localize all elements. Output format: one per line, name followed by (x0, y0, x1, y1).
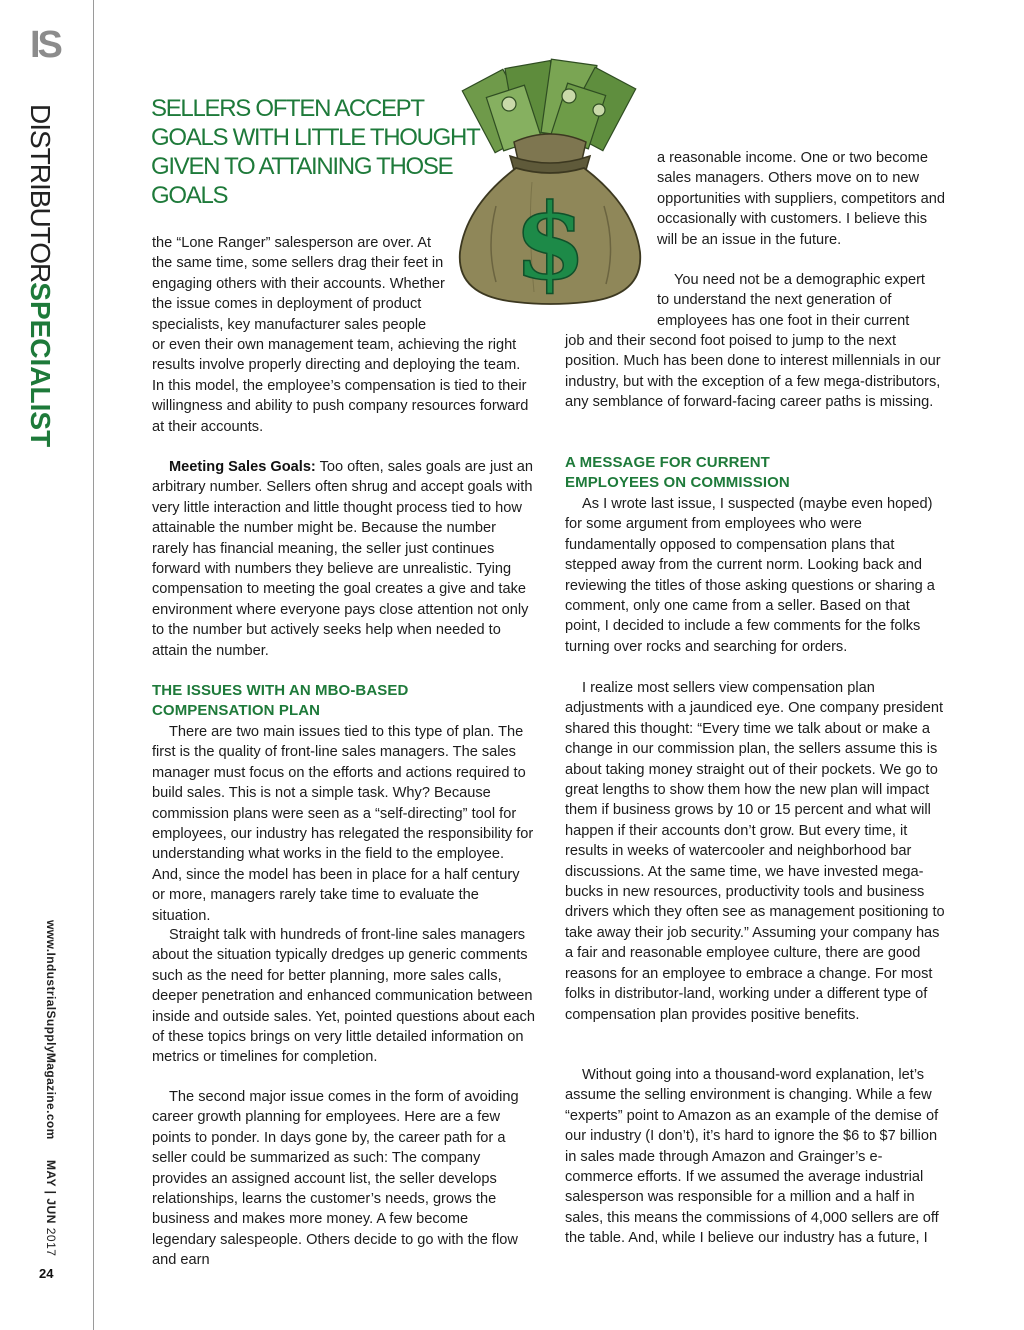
left-paragraph-1b: or even their own management team, achieving the right results involve properly directing and deploying the team. In this model, the employee’s compensation is tied to their willingness and ability to push company resources forward at their accounts. (152, 337, 529, 435)
left-paragraph-1a: the “Lone Ranger” salesperson are over. At the same time, some sellers drag their feet in engaging others with their accounts. Whether the issue comes in deployment of product specialists, key manufacturer sales people (152, 235, 445, 333)
issue-year: 2017 (44, 1227, 58, 1257)
right-paragraph-1: a reasonable income. One or two become sales managers. Others move on to new opportunities with suppliers, competitors and occasionally with customers. I believe this will be an issue in the future. (657, 150, 945, 248)
meeting-sales-goals-text: Too often, sales goals are just an arbitrary number. Sellers often shrug and accept goals with very little interaction and little thought process tied to how attainable the number might be. Because the number rarely has financial meaning, the seller just continues forward with numbers they believe are unrealistic. Tying compensation to meeting the goal creates a give and take environment where everyone pays close attention not only to the number but actively seeks help when needed to attain the number. (152, 459, 533, 659)
money-bag-icon (436, 56, 664, 308)
magazine-logo: IS (30, 24, 60, 66)
page-number: 24 (39, 1266, 54, 1281)
section-label (26, 104, 54, 447)
right-paragraph-5: Without going into a thousand-word explanation, let’s assume the selling environment is changing. While a few “experts” point to Amazon as an example of the demise of our industry (I don’t), it’s hard to ignore the $6 to $7 billion in sales made through Amazon and Grainger’s e-commerce efforts. If we assumed the average industrial salesperson was responsible for a million and a half in sales, this means the commissions of 4,000 sellers are off the table. And, while I believe our industry has a future, I (565, 1067, 939, 1247)
right-paragraph-3: As I wrote last issue, I suspected (maybe even hoped) for some argument from employees who were fundamentally opposed to compensation plans that stepped away from the current norm. Looking back and reviewing the titles of those asking questions or sharing a comment, only one came from a seller. Based on that point, I decided to include a few comments for the folks turning over rocks and searching for orders. (565, 496, 935, 655)
issue-date (44, 1160, 58, 1256)
left-paragraph-2 (152, 457, 536, 661)
meeting-sales-goals-lead: Meeting Sales Goals: (169, 459, 316, 475)
rail-divider (93, 0, 94, 1330)
pull-quote: SELLERS OFTEN ACCEPT GOALS WITH LITTLE THOUGHT GIVEN TO ATTAINING THOSE GOALS (151, 95, 479, 209)
left-paragraph-3: There are two main issues tied to this type of plan. The first is the quality of front-line sales managers. The sales manager must focus on the efforts and actions required to build sales. This is not a simple task. Why? Because commission plans were seen as a “self-directing” tool for employees, our industry has relegated the responsibility for understanding what works in the field to the employee. And, since the model has been in place for a half century or more, managers rarely take time to evaluate the situation. (152, 724, 534, 924)
website-url: www.IndustrialSupplyMagazine.com (44, 920, 58, 1140)
right-paragraph-2a: You need not be a demographic expert to understand the next generation of employees has one foot in their current (657, 272, 925, 329)
left-paragraph-4: Straight talk with hundreds of front-line sales managers about the situation typically dredges up generic comments such as the need for better planning, more sales calls, deeper penetration and enhanced communication between inside and outside sales. Yet, pointed questions about each of these topics brings on very little detailed information on metrics or timelines for completion. (152, 927, 535, 1066)
svg-text:$: $ (513, 180, 587, 303)
heading-mbo-issues: THE ISSUES WITH AN MBO-BASED COMPENSATION PLAN (152, 682, 409, 719)
section-label-bold: SPECIALIST (25, 282, 56, 448)
issue-months: MAY | JUN (44, 1160, 58, 1224)
right-paragraph-2b: job and their second foot poised to jump to the next position. Much has been done to interest millennials in our industry, but with the exception of a few mega-distributors, any semblance of forward-facing career paths is missing. (565, 333, 941, 411)
left-paragraph-5: The second major issue comes in the form of avoiding career growth planning for employees. Here are a few points to ponder. In days gone by, the career path for a seller could be summarized as such: The company provides an assigned account list, the seller develops relationships, learns the customer’s needs, grows the business and makes more money. A few become legendary salespeople. Others decide to go with the flow and earn (152, 1089, 519, 1269)
heading-message-employees: A MESSAGE FOR CURRENT EMPLOYEES ON COMMISSION (565, 454, 790, 491)
section-label-light: DISTRIBUTOR (25, 104, 56, 283)
right-paragraph-4: I realize most sellers view compensation plan adjustments with a jaundiced eye. One company president shared this thought: “Every time we talk about or make a change in our commission plan, the sellers assume this is about taking money straight out of their pockets. We go to great lengths to show them how the new plan will impact them if business grows by 10 or 15 percent and what will happen if their accounts don’t grow. But every time, it results in weeks of watercooler and neighborhood bar discussions. At the same time, we have invested mega-bucks in new resources, productivity tools and business drivers which they often see as management positioning to take away their job security.” Assuming your company has a fair and reasonable employee culture, there are good reasons for an employee to embrace a change. For most folks in distributor-land, working under a different type of compensation plan provides positive benefits. (565, 680, 945, 1023)
